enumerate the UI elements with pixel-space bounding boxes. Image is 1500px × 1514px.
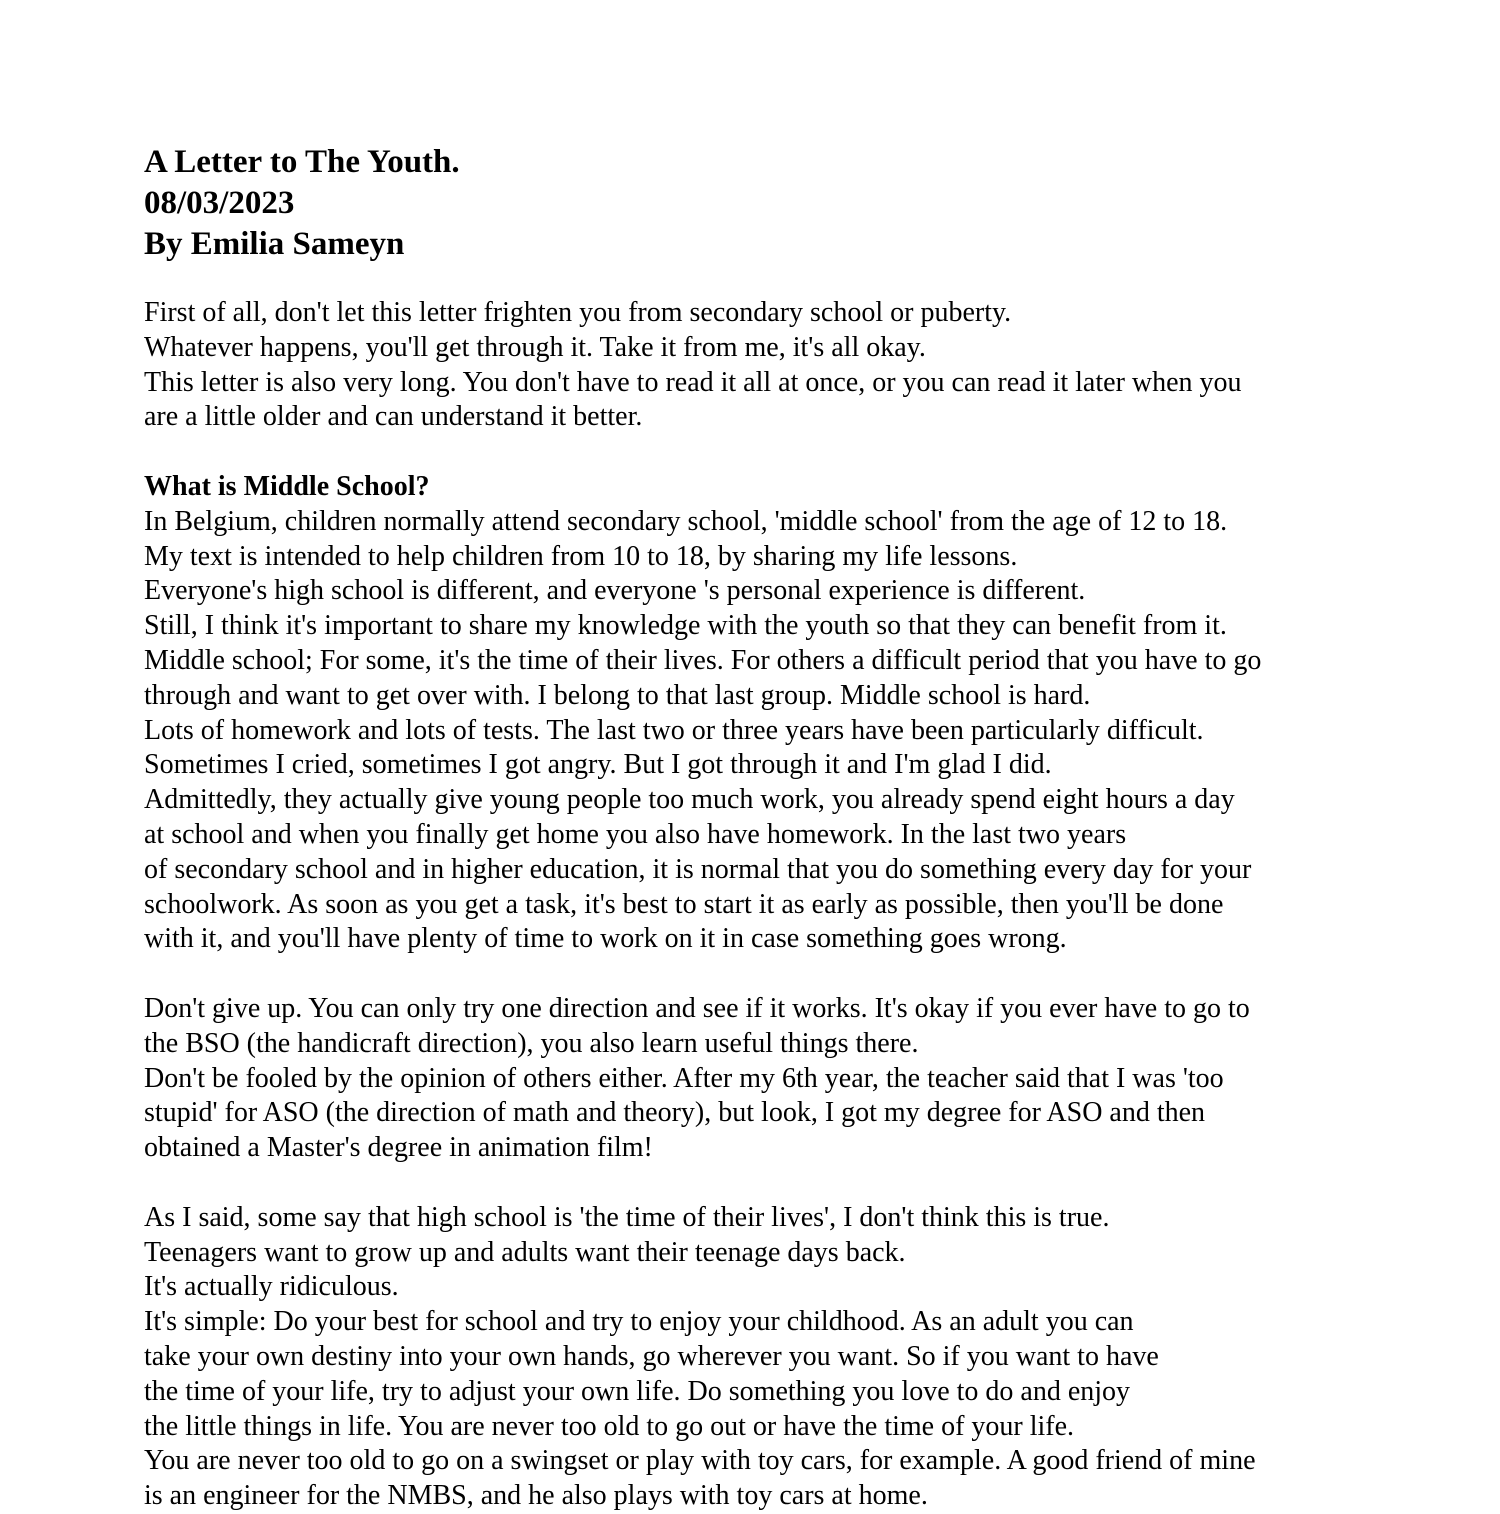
letter-title: A Letter to The Youth. — [144, 144, 460, 180]
paragraph-gap — [144, 1166, 1384, 1201]
text-line: Don't give up. You can only try one direction and see if it works. It's okay if you ever have to go to — [144, 992, 1250, 1024]
text-line: First of all, don't let this letter frighten you from secondary school or puberty. — [144, 297, 1012, 328]
text-line: is an engineer for the NMBS, and he also plays with toy cars at home. — [144, 1480, 928, 1512]
letter-author: By Emilia Sameyn — [144, 226, 405, 262]
text-line: schoolwork. As soon as you get a task, it's best to start it as early as possible, then you'll be done — [144, 888, 1224, 920]
text-line: through and want to get over with. I belong to that last group. Middle school is hard. — [144, 679, 1091, 711]
time-of-their-lives-paragraph — [144, 1201, 1384, 1514]
text-line: Still, I think it's important to share my knowledge with the youth so that they can benefit from it. — [144, 610, 1227, 642]
text-line: the little things in life. You are never too old to go out or have the time of your life. — [144, 1410, 1075, 1442]
text-line: are a little older and can understand it better. — [144, 401, 643, 433]
text-line: You are never too old to go on a swingset or play with toy cars, for example. A good friend of mine — [144, 1445, 1256, 1477]
text-line: at school and when you finally get home you also have homework. In the last two years — [144, 818, 1127, 850]
text-line: It's simple: Do your best for school and try to enjoy your childhood. As an adult you can — [144, 1306, 1134, 1338]
text-line: take your own destiny into your own hands, go wherever you want. So if you want to have — [144, 1340, 1159, 1372]
text-line: Don't be fooled by the opinion of others either. After my 6th year, the teacher said that I was 'too — [144, 1062, 1224, 1094]
text-line: stupid' for ASO (the direction of math and theory), but look, I got my degree for ASO and then — [144, 1097, 1206, 1129]
text-line: Middle school; For some, it's the time of their lives. For others a difficult period that you have to go — [144, 644, 1262, 676]
intro-paragraph — [144, 296, 1384, 435]
dont-give-up-paragraph — [144, 992, 1384, 1166]
text-line: obtained a Master's degree in animation film! — [144, 1132, 653, 1164]
text-line: My text is intended to help children from 10 to 18, by sharing my life lessons. — [144, 540, 1018, 572]
middle-school-section — [144, 470, 1384, 957]
section-heading: What is Middle School? — [144, 470, 430, 502]
paragraph-gap — [144, 435, 1384, 470]
text-line: It's actually ridiculous. — [144, 1271, 399, 1303]
text-line: Teenagers want to grow up and adults want their teenage days back. — [144, 1236, 906, 1268]
text-line: Lots of homework and lots of tests. The last two or three years have been particularly difficult. — [144, 714, 1204, 746]
text-line: Everyone's high school is different, and everyone 's personal experience is different. — [144, 575, 1086, 607]
text-line: of secondary school and in higher education, it is normal that you do something every day for your — [144, 853, 1252, 885]
text-line: the time of your life, try to adjust your own life. Do something you love to do and enjoy — [144, 1375, 1131, 1407]
text-line: Whatever happens, you'll get through it. Take it from me, it's all okay. — [144, 331, 926, 363]
text-line: with it, and you'll have plenty of time to work on it in case something goes wrong. — [144, 923, 1067, 955]
paragraph-gap — [144, 957, 1384, 992]
document-page — [144, 142, 1384, 1514]
text-line: This letter is also very long. You don't have to read it all at once, or you can read it later when you — [144, 366, 1242, 398]
text-line: As I said, some say that high school is 'the time of their lives', I don't think this is true. — [144, 1201, 1110, 1233]
text-line: Admittedly, they actually give young people too much work, you already spend eight hours a day — [144, 784, 1235, 816]
letter-date: 08/03/2023 — [144, 185, 295, 221]
text-line: Sometimes I cried, sometimes I got angry. But I got through it and I'm glad I did. — [144, 749, 1052, 781]
letter-header — [144, 142, 1384, 265]
text-line: the BSO (the handicraft direction), you also learn useful things there. — [144, 1027, 919, 1059]
text-line: In Belgium, children normally attend secondary school, 'middle school' from the age of 12 to 18. — [144, 505, 1228, 537]
